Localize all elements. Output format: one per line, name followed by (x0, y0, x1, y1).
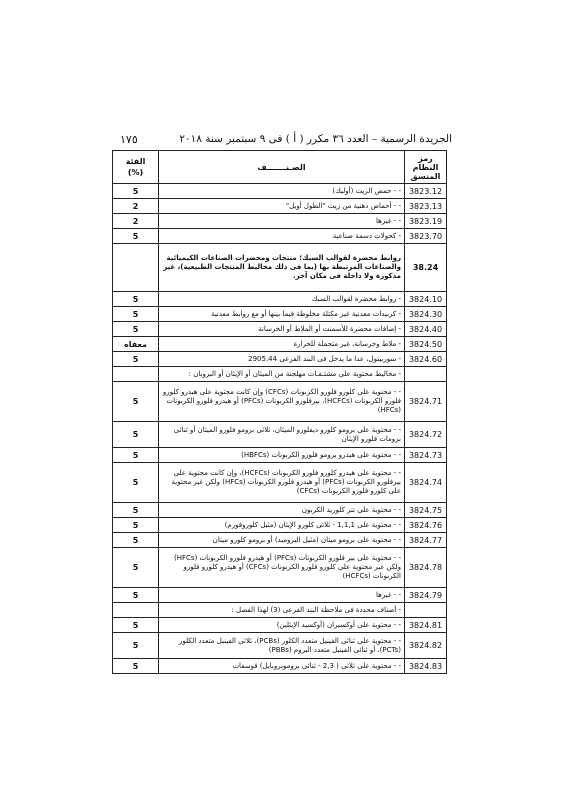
row-description: - - محتوية على كلورو فلورو الكربونات (CFCs) وإن كانت محتوية على هيدرو كلورو فلورو الكربونات (HCFCs)، بيرفلورو الكربونات (PFCs) أو هيدرو فلورو الكربونات (HFCs) (159, 382, 405, 422)
table-row (113, 618, 447, 633)
row-code (405, 367, 447, 382)
row-description: - - محتوية على تتر كلوريد الكربون (159, 503, 405, 518)
row-description: - - أحماض دهنية من زيت "الطول أويل" (159, 199, 405, 214)
table-row (113, 588, 447, 603)
row-code: 3824.79 (405, 588, 447, 603)
row-description: - مخاليط محتوية على مشتـقـات مهلجنة من الميثان أو الإيثان أو البروبان : (159, 367, 405, 382)
row-description: - - محتوية على 1,1,1 - ثلاثى كلورو الإيثان (مثيل كلوروفورم) (159, 518, 405, 533)
table-row (113, 533, 447, 548)
table-row (113, 199, 447, 214)
table-row (113, 633, 447, 659)
row-code: 3823.19 (405, 214, 447, 229)
tariff-table (112, 150, 447, 674)
row-code: 3824.77 (405, 533, 447, 548)
row-duty: 5 (113, 588, 159, 603)
table-row (113, 503, 447, 518)
table-header-row (113, 151, 447, 184)
row-code: 3824.81 (405, 618, 447, 633)
table-row (113, 448, 447, 463)
row-duty: 2 (113, 214, 159, 229)
row-code (405, 603, 447, 618)
row-description: - - محتوية على أوكسيران (أوكسيد الإيثلين) (159, 618, 405, 633)
row-description: - - محتوية على ثنائى الفينيل متعدد الكلور (PCBs)، ثلاثى الفينيل متعدد الكلور (PCTs)، أو ثنائى الفينيل متعدد البروم (PBBs) (159, 633, 405, 659)
row-code: 3824.30 (405, 307, 447, 322)
table-row-heading (113, 244, 447, 292)
page-number: ١٧٥ (120, 132, 138, 146)
row-description: - - حمض الزيت (أوليك) (159, 184, 405, 199)
row-code: 3824.76 (405, 518, 447, 533)
row-code: 3824.10 (405, 292, 447, 307)
row-duty: 5 (113, 518, 159, 533)
row-duty: 5 (113, 382, 159, 422)
row-duty: 5 (113, 618, 159, 633)
row-duty: 5 (113, 322, 159, 337)
row-code: 3824.40 (405, 322, 447, 337)
table-row (113, 292, 447, 307)
table-row (113, 214, 447, 229)
row-code: 3824.74 (405, 463, 447, 503)
row-duty: 5 (113, 184, 159, 199)
row-description: - - محتوية على ثلاثى ( 2,3 - ثنائى بروموبروبايل) فوسفات (159, 659, 405, 674)
row-description: - كربيدات معدنية غير مكتلة مخلوطة فيما بينها أو مع روابط معدنية (159, 307, 405, 322)
row-description: - ملاط وخرسانة، غير متحملة للحرارة (159, 337, 405, 352)
row-duty: 5 (113, 659, 159, 674)
row-duty: 5 (113, 292, 159, 307)
row-duty: معفاه (113, 337, 159, 352)
row-description: - - محتوية على هيدرو برومو فلورو الكربونات (HBFCs) (159, 448, 405, 463)
table-row (113, 367, 447, 382)
row-description: - - محتوية على برومو ميثان (مثيل البروميد) أو برومو كلورو ميثان (159, 533, 405, 548)
row-description: - سوربيتول، عدا ما يدخل فى البند الفرعى 2905.44 (159, 352, 405, 367)
row-duty (113, 603, 159, 618)
row-code: 3824.60 (405, 352, 447, 367)
row-duty: 5 (113, 548, 159, 588)
duty-header-unit: (%) (127, 168, 144, 177)
row-duty: 5 (113, 633, 159, 659)
table-row (113, 229, 447, 244)
row-code: 3824.71 (405, 382, 447, 422)
table-row (113, 337, 447, 352)
table-row (113, 322, 447, 337)
table-row (113, 382, 447, 422)
table-row (113, 548, 447, 588)
row-description: - - غيرها (159, 588, 405, 603)
table-row (113, 422, 447, 448)
row-duty: 5 (113, 533, 159, 548)
row-duty: 5 (113, 307, 159, 322)
duty-header-label: الفئة (125, 157, 146, 166)
row-description: - روابط محضرة لقوالب السبك (159, 292, 405, 307)
table-row (113, 352, 447, 367)
row-duty: 5 (113, 229, 159, 244)
row-duty: 5 (113, 463, 159, 503)
page-header (120, 131, 452, 147)
row-code: 3824.73 (405, 448, 447, 463)
row-duty: 5 (113, 352, 159, 367)
column-header-duty (113, 151, 159, 184)
row-description: - - محتوية على برومو كلورو ديفلورو الميثان، ثلاثى برومو فلورو الميثان أو ثنائى برومات فلورو الإيثان (159, 422, 405, 448)
row-code: 3824.83 (405, 659, 447, 674)
row-duty (113, 367, 159, 382)
row-duty: 5 (113, 503, 159, 518)
column-header-code: رمز النظام المنسق (405, 151, 447, 184)
row-description: - إضافات محضرة للأسمنت أو الملاط أو الخرسانة (159, 322, 405, 337)
row-description: - - محتوية على بير فلورو الكربونات (PFCs) أو هيدرو فلورو الكربونات (HFCs) ولكن غير محتوية على كلورو فلورو الكربونات (CFCs) أو هيدرو كلورو فلورو الكربونات (HCFCs) (159, 548, 405, 588)
table-row (113, 659, 447, 674)
row-duty (113, 244, 159, 292)
row-code: 3823.13 (405, 199, 447, 214)
row-duty: 2 (113, 199, 159, 214)
column-header-description: الصـنـــــــف (159, 151, 405, 184)
tariff-table-container (113, 150, 447, 674)
row-duty: 5 (113, 422, 159, 448)
row-code: 3823.70 (405, 229, 447, 244)
row-code: 3824.75 (405, 503, 447, 518)
table-row (113, 603, 447, 618)
row-description: روابط محضرة لقوالب السبك؛ منتجات ومحضرات الصناعات الكيميائية والصناعات المرتبطة بها (بما فى ذلك مخاليط المنتجات الطبيعية)، غير مذكورة ولا داخلة فى مكان آخر. (159, 244, 405, 292)
row-duty: 5 (113, 448, 159, 463)
row-code: 3824.72 (405, 422, 447, 448)
header-title: الجريدة الرسمية – العدد ٣٦ مكرر ( أ ) فى ٩ سبتمبر سنة ٢٠١٨ (179, 133, 452, 145)
table-row (113, 518, 447, 533)
row-code: 3824.78 (405, 548, 447, 588)
table-row (113, 184, 447, 199)
table-row (113, 307, 447, 322)
row-description: - أصناف محددة فى ملاحظة البند الفرعى (3) لهذا الفصل : (159, 603, 405, 618)
table-row (113, 463, 447, 503)
row-description: - كحولات دسمة صناعية (159, 229, 405, 244)
row-code: 3823.12 (405, 184, 447, 199)
row-description: - - غيرها (159, 214, 405, 229)
row-code: 3824.50 (405, 337, 447, 352)
row-description: - - محتوية على هيدرو كلورو فلورو الكربونات (HCFCs)، وإن كانت محتوية على بيرفلورو الكربونات (PFCs) أو هيدرو فلورو الكربونات (HFCs) ولكن غير محتوية على كلورو فلورو الكربونات (CFCs) (159, 463, 405, 503)
row-code: 3824.82 (405, 633, 447, 659)
row-code: 38.24 (405, 244, 447, 292)
